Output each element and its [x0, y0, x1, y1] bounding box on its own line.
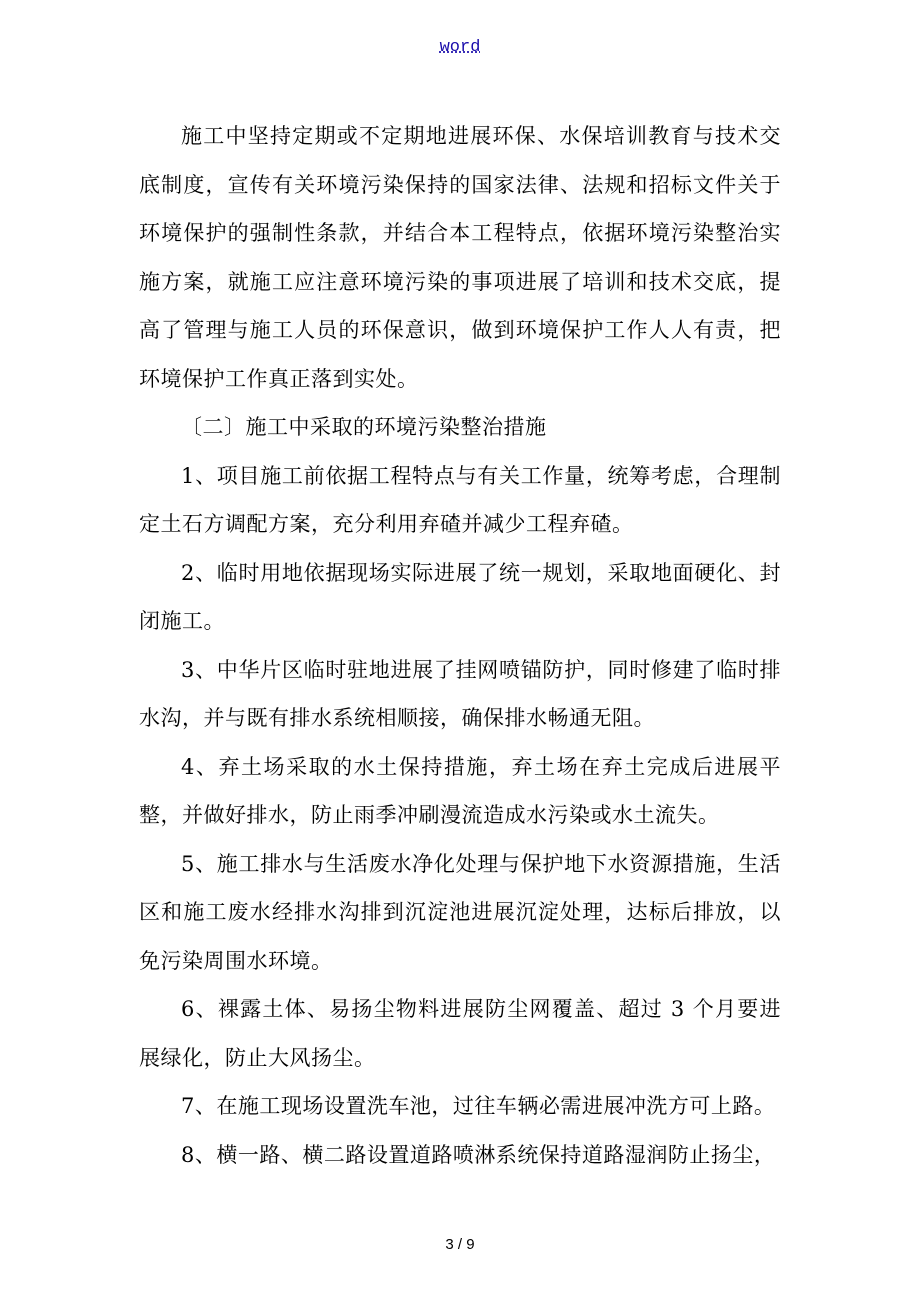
- list-item: 1、项目施工前依据工程特点与有关工作量，统筹考虑，合理制定土石方调配方案，充分利用弃碴并减少工程弃碴。: [139, 463, 781, 536]
- list-item: 6、裸露土体、易扬尘物料进展防尘网覆盖、超过 3 个月要进展绿化，防止大风扬尘。: [139, 997, 781, 1070]
- list-item: 3、中华片区临时驻地进展了挂网喷锚防护，同时修建了临时排水沟，并与既有排水系统相顺接，确保排水畅通无阻。: [139, 657, 781, 730]
- paragraph: 施工中坚持定期或不定期地进展环保、水保培训教育与技术交底制度，宣传有关环境污染保持的国家法律、法规和招标文件关于环境保护的强制性条款，并结合本工程特点，依据环境污染整治实施方案，就施工应注意环境污染的事项进展了培训和技术交底，提高了管理与施工人员的环保意识，做到环境保护工作人人有责，把环境保护工作真正落到实处。: [139, 124, 781, 391]
- list-item: 8、横一路、横二路设置道路喷淋系统保持道路湿润防止扬尘，: [181, 1142, 776, 1167]
- section-heading: 〔二〕施工中采取的环境污染整治措施: [181, 415, 547, 439]
- list-item: 7、在施工现场设置洗车池，过往车辆必需进展冲洗方可上路。: [181, 1094, 776, 1118]
- document-body: [139, 112, 781, 1179]
- page-header: [0, 38, 920, 57]
- header-word-link[interactable]: word: [439, 38, 481, 57]
- page-number: 3 / 9: [445, 1236, 475, 1253]
- list-item: 2、临时用地依据现场实际进展了统一规划，采取地面硬化、封闭施工。: [139, 560, 781, 633]
- list-item: 4、弃土场采取的水土保持措施，弃土场在弃土完成后进展平整，并做好排水，防止雨季冲刷漫流造成水污染或水土流失。: [139, 754, 781, 827]
- list-item: 5、施工排水与生活废水净化处理与保护地下水资源措施，生活区和施工废水经排水沟排到沉淀池进展沉淀处理，达标后排放，以免污染周围水环境。: [139, 851, 781, 973]
